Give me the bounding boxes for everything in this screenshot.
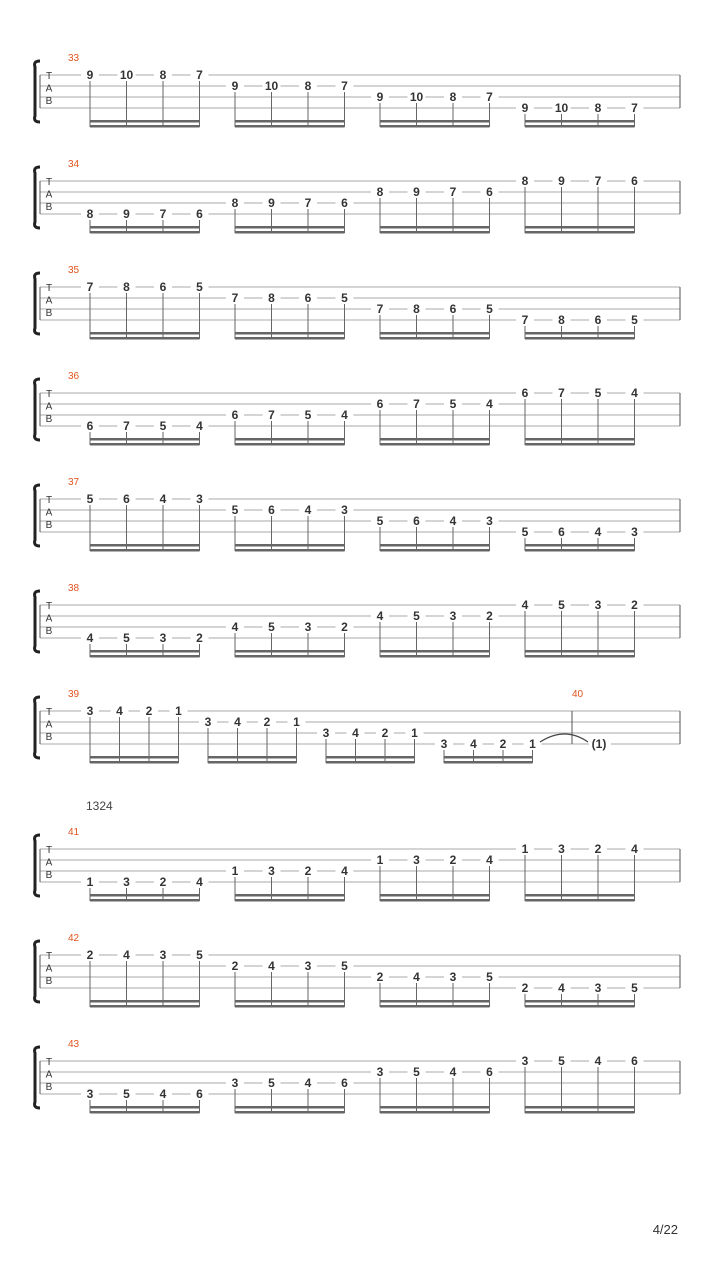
- fret-number: 1: [529, 737, 536, 751]
- fret-number: 4: [631, 842, 638, 856]
- fret-number: 1: [521, 842, 529, 856]
- fret-number: 2: [381, 726, 389, 740]
- fret-number: 7: [159, 207, 167, 221]
- beam-secondary: [235, 438, 345, 441]
- tab-clef-letter: A: [45, 507, 53, 519]
- fret-number: 5: [159, 419, 167, 433]
- beam-primary: [235, 337, 345, 340]
- beam-secondary: [525, 332, 635, 335]
- fret-number: 3: [159, 948, 167, 962]
- fret-number: 6: [594, 313, 602, 327]
- fret-number: 4: [486, 853, 493, 867]
- fret-number: 3: [123, 875, 130, 889]
- fret-number: 6: [631, 1054, 638, 1068]
- system-bracket: [35, 485, 40, 546]
- beam-secondary: [235, 120, 345, 123]
- beam-primary: [525, 1005, 635, 1008]
- fret-number: 4: [196, 875, 203, 889]
- fret-number: 8: [413, 302, 420, 316]
- fret-number: 3: [594, 598, 602, 612]
- beam-secondary: [90, 438, 200, 441]
- tab-clef-letter: B: [45, 626, 53, 637]
- system-bracket: [35, 379, 40, 440]
- fret-number: 2: [263, 715, 271, 729]
- tab-clef-letter: T: [45, 1057, 53, 1068]
- tied-fret-number: (1): [591, 737, 607, 751]
- fret-number: 5: [631, 981, 638, 995]
- fret-number: 10: [554, 101, 569, 115]
- tab-clef-letter: B: [45, 1082, 53, 1093]
- fret-number: 3: [594, 981, 602, 995]
- system-bracket: [35, 835, 40, 896]
- fret-number: 1: [86, 875, 94, 889]
- fret-number: 6: [86, 419, 94, 433]
- fret-number: 2: [499, 737, 507, 751]
- beam-primary: [444, 761, 533, 764]
- beam-secondary: [90, 332, 200, 335]
- measure-number: 35: [68, 265, 80, 276]
- system-bracket: [35, 1047, 40, 1108]
- fret-number: 5: [341, 291, 348, 305]
- tab-clef-letter: T: [45, 177, 53, 188]
- fret-number: 4: [116, 704, 123, 718]
- fret-number: 4: [594, 525, 602, 539]
- fret-number: 5: [304, 408, 312, 422]
- fret-number: 5: [341, 959, 348, 973]
- fret-number: 6: [159, 280, 167, 294]
- fret-number: 5: [413, 1065, 420, 1079]
- beam-primary: [380, 1111, 490, 1114]
- beam-primary: [90, 337, 200, 340]
- fret-number: 3: [304, 959, 312, 973]
- beam-secondary: [380, 1000, 490, 1003]
- fret-number: 5: [268, 620, 275, 634]
- fret-number: 6: [123, 492, 130, 506]
- fret-number: 5: [558, 598, 565, 612]
- fret-number: 4: [521, 598, 529, 612]
- fret-number: 8: [521, 174, 529, 188]
- page-number: 4/22: [652, 1222, 678, 1237]
- beam-secondary: [90, 894, 200, 897]
- measure-number: 41: [68, 827, 80, 838]
- fret-number: 5: [521, 525, 529, 539]
- fret-number: 7: [594, 174, 602, 188]
- fingering-label: 1324: [86, 799, 113, 813]
- fret-number: 6: [486, 1065, 493, 1079]
- fret-number: 7: [486, 90, 493, 104]
- fret-number: 5: [413, 609, 420, 623]
- beam-secondary: [90, 226, 200, 229]
- fret-number: 5: [631, 313, 638, 327]
- beam-primary: [90, 125, 200, 128]
- fret-number: 1: [411, 726, 418, 740]
- tab-clef-letter: T: [45, 495, 53, 506]
- tab-clef-letter: T: [45, 389, 53, 400]
- fret-number: 1: [231, 864, 239, 878]
- tab-clef-letter: T: [45, 601, 53, 612]
- fret-number: 4: [341, 408, 348, 422]
- fret-number: 6: [196, 1087, 203, 1101]
- fret-number: 9: [558, 174, 565, 188]
- fret-number: 6: [449, 302, 457, 316]
- fret-number: 5: [86, 492, 94, 506]
- beam-secondary: [235, 332, 345, 335]
- fret-number: 3: [440, 737, 448, 751]
- beam-secondary: [90, 756, 179, 759]
- fret-number: 5: [594, 386, 602, 400]
- fret-number: 8: [231, 196, 239, 210]
- beam-primary: [235, 899, 345, 902]
- tab-clef-letter: B: [45, 96, 53, 107]
- fret-number: 6: [268, 503, 275, 517]
- beam-secondary: [525, 1106, 635, 1109]
- fret-number: 2: [449, 853, 457, 867]
- system-bracket: [35, 61, 40, 122]
- fret-number: 4: [123, 948, 130, 962]
- fret-number: 7: [558, 386, 565, 400]
- fret-number: 3: [449, 970, 457, 984]
- fret-number: 2: [231, 959, 239, 973]
- beam-secondary: [90, 544, 200, 547]
- fret-number: 5: [196, 280, 203, 294]
- tab-clef-letter: T: [45, 845, 53, 856]
- measure-number: 42: [68, 933, 80, 944]
- fret-number: 5: [486, 970, 493, 984]
- fret-number: 10: [409, 90, 424, 104]
- fret-number: 5: [376, 514, 384, 528]
- fret-number: 3: [486, 514, 493, 528]
- measure-number: 40: [572, 689, 584, 700]
- beam-primary: [235, 655, 345, 658]
- beam-primary: [90, 899, 200, 902]
- beam-secondary: [525, 226, 635, 229]
- beam-primary: [90, 1111, 200, 1114]
- measure-number: 34: [68, 159, 80, 170]
- fret-number: 9: [86, 68, 94, 82]
- beam-secondary: [380, 226, 490, 229]
- fret-number: 7: [86, 280, 94, 294]
- fret-number: 6: [376, 397, 384, 411]
- beam-primary: [235, 1111, 345, 1114]
- fret-number: 8: [449, 90, 457, 104]
- fret-number: 4: [413, 970, 420, 984]
- beam-primary: [326, 761, 415, 764]
- system-bracket: [35, 167, 40, 228]
- fret-number: 4: [304, 503, 312, 517]
- beam-secondary: [380, 438, 490, 441]
- fret-number: 7: [341, 79, 348, 93]
- tab-clef-letter: B: [45, 414, 53, 425]
- fret-number: 9: [123, 207, 130, 221]
- beam-primary: [235, 1005, 345, 1008]
- beam-secondary: [90, 650, 200, 653]
- fret-number: 3: [322, 726, 330, 740]
- fret-number: 3: [521, 1054, 529, 1068]
- fret-number: 3: [376, 1065, 384, 1079]
- beam-secondary: [326, 756, 415, 759]
- fret-number: 7: [449, 185, 457, 199]
- fret-number: 2: [594, 842, 602, 856]
- beam-primary: [90, 761, 179, 764]
- beam-secondary: [235, 226, 345, 229]
- fret-number: 9: [268, 196, 275, 210]
- fret-number: 6: [196, 207, 203, 221]
- beam-secondary: [235, 544, 345, 547]
- beam-secondary: [525, 894, 635, 897]
- measure-number: 38: [68, 583, 80, 594]
- fret-number: 3: [196, 492, 203, 506]
- fret-number: 5: [123, 1087, 130, 1101]
- beam-primary: [525, 231, 635, 234]
- fret-number: 9: [231, 79, 239, 93]
- system-bracket: [35, 591, 40, 652]
- fret-number: 8: [123, 280, 130, 294]
- fret-number: 10: [264, 79, 279, 93]
- beam-primary: [90, 549, 200, 552]
- fret-number: 8: [558, 313, 565, 327]
- fret-number: 3: [159, 631, 167, 645]
- beam-secondary: [525, 650, 635, 653]
- tab-clef-letter: T: [45, 951, 53, 962]
- fret-number: 4: [470, 737, 477, 751]
- beam-primary: [380, 899, 490, 902]
- beam-secondary: [525, 120, 635, 123]
- fret-number: 6: [486, 185, 493, 199]
- fret-number: 4: [159, 1087, 167, 1101]
- beam-primary: [235, 231, 345, 234]
- fret-number: 9: [413, 185, 420, 199]
- fret-number: 3: [268, 864, 275, 878]
- fret-number: 3: [449, 609, 457, 623]
- beam-secondary: [380, 894, 490, 897]
- fret-number: 3: [413, 853, 420, 867]
- tab-clef-letter: A: [45, 189, 53, 201]
- beam-secondary: [208, 756, 297, 759]
- beam-primary: [90, 655, 200, 658]
- beam-secondary: [90, 1000, 200, 1003]
- fret-number: 4: [231, 620, 239, 634]
- tab-clef-letter: T: [45, 283, 53, 294]
- fret-number: 3: [631, 525, 638, 539]
- beam-secondary: [235, 894, 345, 897]
- tab-clef-letter: A: [45, 401, 53, 413]
- fret-number: 10: [119, 68, 134, 82]
- tab-clef-letter: B: [45, 976, 53, 987]
- fret-number: 3: [204, 715, 212, 729]
- fret-number: 7: [231, 291, 239, 305]
- beam-primary: [525, 1111, 635, 1114]
- beam-primary: [525, 655, 635, 658]
- fret-number: 4: [449, 1065, 457, 1079]
- beam-secondary: [380, 1106, 490, 1109]
- fret-number: 7: [123, 419, 130, 433]
- fret-number: 2: [631, 598, 638, 612]
- fret-number: 2: [196, 631, 203, 645]
- fret-number: 8: [594, 101, 602, 115]
- fret-number: 5: [231, 503, 239, 517]
- fret-number: 7: [631, 101, 638, 115]
- fret-number: 1: [293, 715, 300, 729]
- fret-number: 1: [175, 704, 182, 718]
- measure-number: 36: [68, 371, 80, 382]
- tab-clef-letter: T: [45, 707, 53, 718]
- beam-secondary: [90, 120, 200, 123]
- fret-number: 8: [376, 185, 384, 199]
- beam-primary: [235, 125, 345, 128]
- fret-number: 9: [376, 90, 384, 104]
- tab-clef-letter: B: [45, 520, 53, 531]
- tab-clef-letter: A: [45, 857, 53, 869]
- fret-number: 5: [196, 948, 203, 962]
- beam-primary: [380, 231, 490, 234]
- fret-number: 2: [159, 875, 167, 889]
- measure-number: 39: [68, 689, 80, 700]
- system-bracket: [35, 941, 40, 1002]
- tab-clef-letter: B: [45, 732, 53, 743]
- beam-secondary: [380, 332, 490, 335]
- beam-secondary: [380, 120, 490, 123]
- beam-secondary: [380, 544, 490, 547]
- fret-number: 4: [631, 386, 638, 400]
- beam-primary: [525, 443, 635, 446]
- fret-number: 8: [159, 68, 167, 82]
- tab-clef-letter: A: [45, 295, 53, 307]
- fret-number: 2: [145, 704, 153, 718]
- fret-number: 8: [304, 79, 312, 93]
- beam-secondary: [444, 756, 533, 759]
- beam-primary: [380, 125, 490, 128]
- beam-secondary: [235, 1000, 345, 1003]
- beam-secondary: [525, 438, 635, 441]
- beam-primary: [235, 549, 345, 552]
- beam-primary: [525, 549, 635, 552]
- tab-clef-letter: B: [45, 202, 53, 213]
- system-bracket: [35, 697, 40, 758]
- fret-number: 4: [86, 631, 94, 645]
- fret-number: 2: [341, 620, 348, 634]
- beam-primary: [525, 125, 635, 128]
- fret-number: 3: [558, 842, 565, 856]
- fret-number: 4: [486, 397, 493, 411]
- tie-arc: [540, 734, 588, 742]
- fret-number: 6: [341, 196, 348, 210]
- fret-number: 4: [159, 492, 167, 506]
- beam-secondary: [235, 650, 345, 653]
- fret-number: 6: [521, 386, 529, 400]
- fret-number: 4: [594, 1054, 602, 1068]
- beam-primary: [525, 899, 635, 902]
- system-bracket: [35, 273, 40, 334]
- beam-primary: [380, 549, 490, 552]
- fret-number: 9: [521, 101, 529, 115]
- beam-secondary: [380, 650, 490, 653]
- fret-number: 6: [231, 408, 239, 422]
- fret-number: 6: [413, 514, 420, 528]
- fret-number: 8: [86, 207, 94, 221]
- fret-number: 4: [268, 959, 275, 973]
- fret-number: 6: [631, 174, 638, 188]
- beam-primary: [380, 655, 490, 658]
- beam-primary: [380, 443, 490, 446]
- fret-number: 3: [341, 503, 348, 517]
- tab-clef-letter: A: [45, 963, 53, 975]
- fret-number: 4: [196, 419, 203, 433]
- fret-number: 2: [376, 970, 384, 984]
- fret-number: 4: [449, 514, 457, 528]
- beam-primary: [380, 1005, 490, 1008]
- fret-number: 7: [304, 196, 312, 210]
- fret-number: 3: [304, 620, 312, 634]
- beam-primary: [90, 231, 200, 234]
- fret-number: 6: [304, 291, 312, 305]
- fret-number: 5: [123, 631, 130, 645]
- fret-number: 7: [268, 408, 275, 422]
- fret-number: 5: [449, 397, 457, 411]
- fret-number: 7: [413, 397, 420, 411]
- fret-number: 7: [376, 302, 384, 316]
- fret-number: 3: [86, 1087, 94, 1101]
- fret-number: 7: [521, 313, 529, 327]
- fret-number: 2: [521, 981, 529, 995]
- fret-number: 5: [558, 1054, 565, 1068]
- fret-number: 4: [341, 864, 348, 878]
- tab-clef-letter: A: [45, 1069, 53, 1081]
- fret-number: 7: [196, 68, 203, 82]
- beam-primary: [90, 443, 200, 446]
- tab-clef-letter: B: [45, 308, 53, 319]
- fret-number: 8: [268, 291, 275, 305]
- fret-number: 5: [268, 1076, 275, 1090]
- beam-secondary: [525, 544, 635, 547]
- fret-number: 2: [86, 948, 94, 962]
- fret-number: 2: [486, 609, 493, 623]
- fret-number: 6: [341, 1076, 348, 1090]
- tab-clef-letter: A: [45, 83, 53, 95]
- beam-primary: [208, 761, 297, 764]
- beam-primary: [525, 337, 635, 340]
- beam-secondary: [525, 1000, 635, 1003]
- fret-number: 1: [376, 853, 384, 867]
- beam-secondary: [90, 1106, 200, 1109]
- fret-number: 4: [376, 609, 384, 623]
- fret-number: 3: [86, 704, 94, 718]
- fret-number: 4: [304, 1076, 312, 1090]
- fret-number: 4: [558, 981, 565, 995]
- fret-number: 4: [352, 726, 359, 740]
- measure-number: 43: [68, 1039, 80, 1050]
- tab-clef-letter: T: [45, 71, 53, 82]
- beam-secondary: [235, 1106, 345, 1109]
- beam-primary: [235, 443, 345, 446]
- measure-number: 33: [68, 53, 80, 64]
- fret-number: 4: [234, 715, 241, 729]
- beam-primary: [380, 337, 490, 340]
- measure-number: 37: [68, 477, 80, 488]
- tab-clef-letter: A: [45, 719, 53, 731]
- beam-primary: [90, 1005, 200, 1008]
- fret-number: 6: [558, 525, 565, 539]
- fret-number: 3: [231, 1076, 239, 1090]
- fret-number: 2: [304, 864, 312, 878]
- tab-clef-letter: B: [45, 870, 53, 881]
- fret-number: 5: [486, 302, 493, 316]
- tab-clef-letter: A: [45, 613, 53, 625]
